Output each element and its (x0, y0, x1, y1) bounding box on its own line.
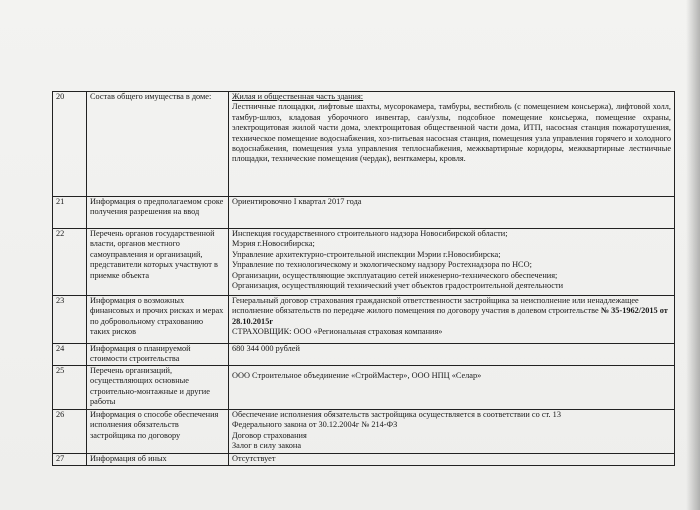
table-row (53, 344, 675, 366)
row-number: 23 (53, 296, 87, 344)
table-row (53, 453, 675, 465)
list-item: Управление по технологическому и экологическому надзору Ростехнадзора по НСО; (232, 260, 532, 270)
row-value (229, 92, 675, 197)
list-item: Залог в силу закона (232, 441, 301, 451)
row-value: 680 344 000 рублей (229, 344, 675, 366)
list-item: Инспекция государственного строительного надзора Новосибирской области; (232, 229, 508, 238)
row-number: 22 (53, 229, 87, 296)
table-row (53, 365, 675, 409)
row-number: 26 (53, 409, 87, 453)
row-number: 25 (53, 365, 87, 409)
row-label: Информация об иных (87, 453, 229, 465)
row-label: Состав общего имущества в доме: (87, 92, 229, 197)
row-value (229, 365, 675, 409)
list-item: Организации, осуществляющие эксплуатацию сетей инженерно-технического обеспечения; (232, 270, 558, 280)
table-row (53, 92, 675, 197)
project-declaration-table (52, 91, 675, 466)
table-row (53, 197, 675, 229)
list-item: Управление архитектурно-строительной инспекции Мэрии г.Новосибирска; (232, 249, 501, 259)
row-value-heading: Жилая и общественная часть здания: (232, 92, 364, 101)
row-value (229, 296, 675, 344)
row-label: Информация о планируемой стоимости строительства (87, 344, 229, 366)
row-value (229, 409, 675, 453)
list-item: Мэрия г.Новосибирска; (232, 239, 315, 249)
insurer-name: СТРАХОВЩИК: ООО «Региональная страховая компания» (232, 327, 443, 337)
list-item: Обеспечение исполнения обязательств застройщика осуществляется в соответствии со ст. 13 (232, 409, 561, 419)
row-number: 27 (53, 453, 87, 465)
row-number: 24 (53, 344, 87, 366)
row-value-text: Лестничные площадки, лифтовые шахты, мусорокамера, тамбуры, вестибюль (с помещением консьержа), лифтовой холл, тамбур-шлюз, кладовая уборочного инвентар, сан/узлы, подсобное помещение консьержа, помещение охраны, электрощитовая жилой части дома, электрощитовая общественной части дома, ИТП, насосная станция пожаротушения, техническое помещение водоснабжения, хоз-питьевая насосная станция, помещения узла управления горячего и холодного водоснабжения, помещения узла управления теплоснабжения, межквартирные коридоры, межквартирные лестничные площадки, технические помещения (чердак), венткамеры, кровля. (232, 102, 671, 164)
table-row (53, 229, 675, 296)
row-label: Информация о способе обеспечения исполнения обязательств застройщика по договору (87, 409, 229, 453)
table-row (53, 409, 675, 453)
row-number: 20 (53, 92, 87, 197)
row-label: Перечень органов государственной власти, органов местного самоуправления и организаций, представители которых участвуют в приемке объекта (87, 229, 229, 296)
row-label: Информация о предполагаемом сроке получения разрешения на ввод (87, 197, 229, 229)
row-label: Информация о возможных финансовых и прочих рисках и мерах по добровольному страхованию таких рисков (87, 296, 229, 344)
list-item: Федерального закона от 30.12.2004г № 214-ФЗ (232, 420, 398, 430)
row-value (229, 229, 675, 296)
insurance-contract-text: Генеральный договор страхования гражданской ответственности застройщика за неисполнение или ненадлежащее исполнение обязательств по передаче жилого помещения по договору участия в долевом строительстве (232, 296, 639, 316)
insurance-contract-number: № 35-1962/2015 от 28.10.2015г (232, 306, 668, 326)
row-value: Отсутствует (229, 453, 675, 465)
row-label: Перечень организаций, осуществляющих основные строительно-монтажные и другие работы (87, 365, 229, 409)
scan-edge-shadow (686, 0, 700, 510)
list-item: Организация, осуществляющий технический учет объектов градостроительной деятельности (232, 281, 564, 291)
list-item: Договор страхования (232, 430, 307, 440)
row-number: 21 (53, 197, 87, 229)
table-row (53, 296, 675, 344)
row-value: Ориентировочно I квартал 2017 года (229, 197, 675, 229)
contractors-list: ООО Строительное объединение «СтройМастер», ООО НПЦ «Селар» (232, 370, 482, 380)
